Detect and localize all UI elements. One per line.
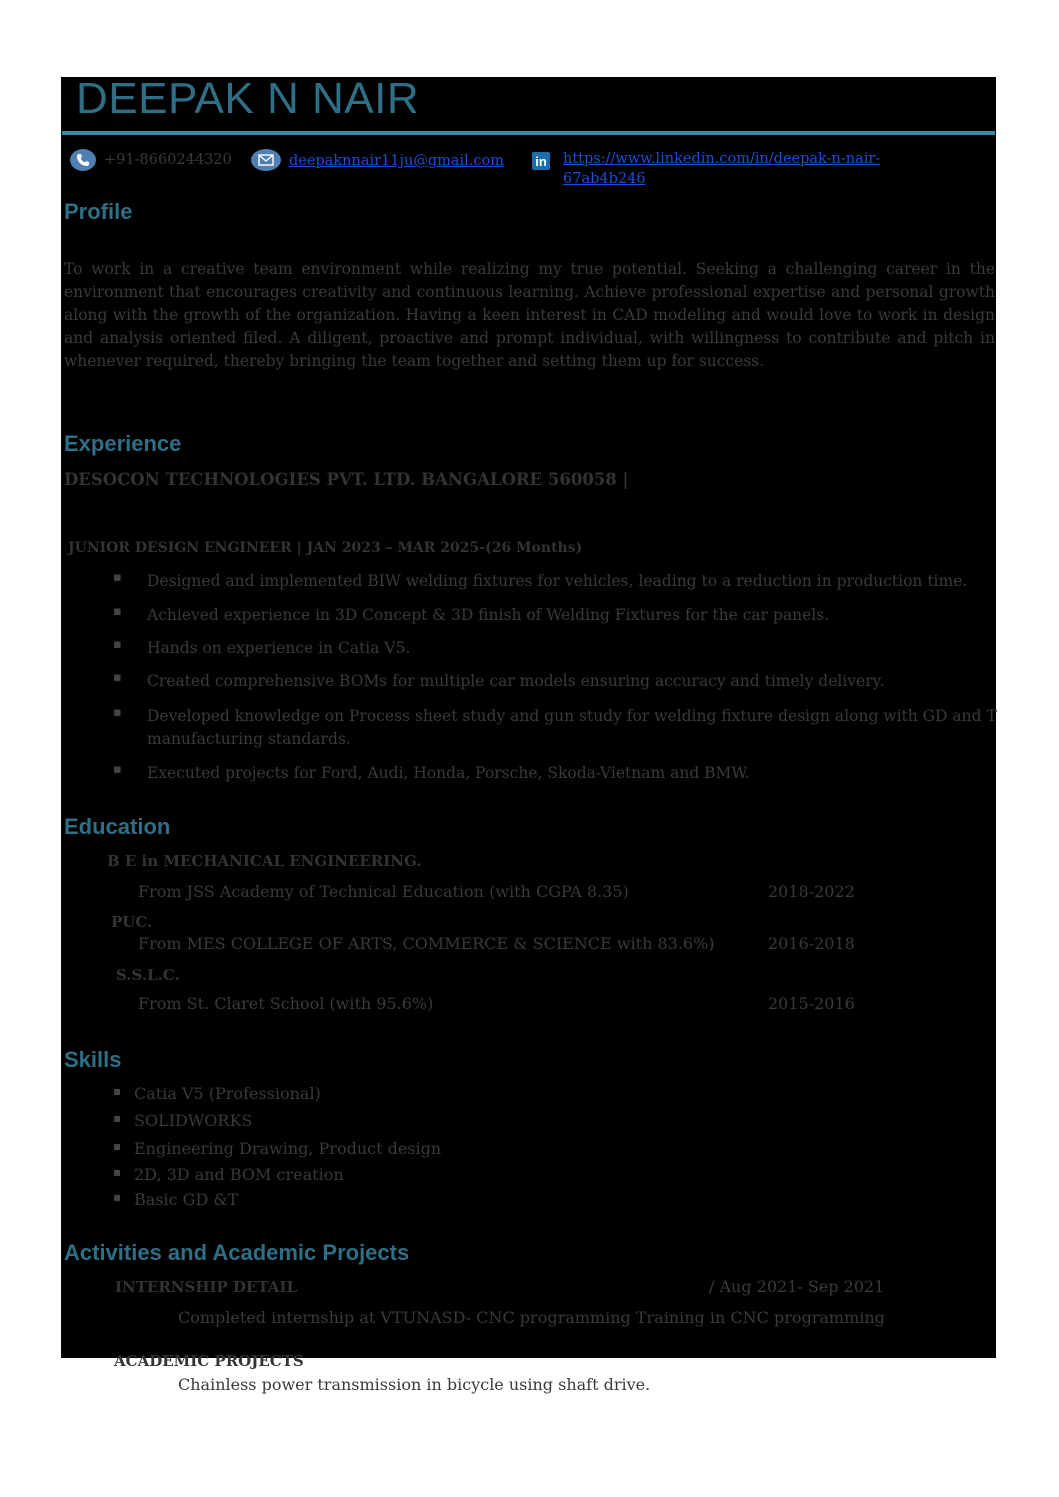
bullet-glyph: ▪	[113, 670, 122, 685]
education-degree: B E in MECHANICAL ENGINEERING.	[107, 852, 422, 870]
skill-text: Basic GD &T	[134, 1190, 239, 1209]
education-years: 2016-2018	[768, 934, 855, 953]
bullet-glyph: ▪	[113, 1190, 122, 1204]
internship-title: INTERNSHIP DETAIL	[115, 1278, 298, 1296]
profile-summary: To work in a creative team environment while realizing my true potential. Seeking a challenging career in the environment that encourages creativity and continuous learning. Achieve professional expertise and personal growth along with the growth of the organization. Having a keen interest in CAD modeling and would love to work in design and analysis oriented filed. A diligent, proactive and prompt individual, with willingness to contribute and pitch in whenever required, thereby bringing the team together and setting them up for success.	[64, 260, 995, 370]
internship-description: Completed internship at VTUNASD- CNC programming Training in CNC programming	[178, 1308, 885, 1327]
linkedin-link[interactable]	[563, 149, 880, 189]
education-institution: From St. Claret School (with 95.6%)	[138, 994, 434, 1013]
company-name: DESOCON TECHNOLOGIES PVT. LTD. BANGALORE 560058 |	[64, 470, 629, 489]
experience-heading: Experience	[64, 431, 182, 456]
email-link[interactable]: deepaknnair11ju@gmail.com	[289, 153, 504, 169]
job-role: JUNIOR DESIGN ENGINEER | JAN 2023 – MAR 2025-(26 Months)	[68, 540, 583, 556]
academic-project-description: Chainless power transmission in bicycle using shaft drive.	[178, 1375, 651, 1394]
phone-icon	[70, 149, 96, 171]
bullet-glyph: ▪	[113, 1165, 122, 1179]
bullet-glyph: ▪	[113, 570, 122, 585]
activities-heading: Activities and Academic Projects	[64, 1240, 410, 1265]
skill-text: SOLIDWORKS	[134, 1111, 253, 1130]
bullet-glyph: ▪	[113, 1084, 122, 1098]
bullet-glyph: ▪	[113, 604, 122, 619]
bullet-text: Hands on experience in Catia V5.	[147, 639, 411, 657]
education-institution: From JSS Academy of Technical Education (with CGPA 8.35)	[138, 882, 629, 901]
linkedin-url-line1[interactable]: https://www.linkedin.com/in/deepak-n-nair-	[563, 151, 881, 167]
education-degree: PUC.	[111, 913, 153, 931]
bullet-glyph: ▪	[113, 705, 122, 720]
bullet-glyph: ▪	[113, 762, 122, 777]
skill-text: Engineering Drawing, Product design	[134, 1139, 442, 1158]
linkedin-url-line2[interactable]: 67ab4b246	[563, 171, 646, 187]
linkedin-icon: in	[532, 152, 550, 170]
phone-number: +91-8660244320	[104, 152, 232, 168]
header-divider	[62, 131, 995, 135]
internship-dates: / Aug 2021- Sep 2021	[709, 1277, 885, 1296]
education-heading: Education	[64, 814, 171, 839]
skill-text: 2D, 3D and BOM creation	[134, 1165, 344, 1184]
candidate-name: DEEPAK N NAIR	[76, 74, 420, 123]
bullet-text: Designed and implemented BIW welding fixtures for vehicles, leading to a reduction in production time.	[147, 572, 968, 590]
bullet-glyph: ▪	[113, 637, 122, 652]
bullet-text: Developed knowledge on Process sheet study and gun study for welding fixture design along with GD and T manufacturing standards.	[147, 707, 997, 748]
skill-text: Catia V5 (Professional)	[134, 1084, 321, 1103]
skills-heading: Skills	[64, 1047, 122, 1072]
bullet-text: Achieved experience in 3D Concept & 3D finish of Welding Fixtures for the car panels.	[147, 606, 830, 624]
bullet-glyph: ▪	[113, 1139, 122, 1153]
education-degree: S.S.L.C.	[116, 966, 180, 984]
academic-projects-title: ACADEMIC PROJECTS	[114, 1352, 304, 1370]
education-years: 2018-2022	[768, 882, 855, 901]
bullet-glyph: ▪	[113, 1111, 122, 1125]
bullet-text: Created comprehensive BOMs for multiple car models ensuring accuracy and timely delivery.	[147, 672, 885, 690]
bullet-text: Executed projects for Ford, Audi, Honda, Porsche, Skoda-Vietnam and BMW.	[147, 764, 750, 782]
profile-heading: Profile	[64, 199, 133, 224]
education-institution: From MES COLLEGE OF ARTS, COMMERCE & SCIENCE with 83.6%)	[138, 934, 715, 953]
education-years: 2015-2016	[768, 994, 855, 1013]
email-icon	[251, 149, 281, 171]
